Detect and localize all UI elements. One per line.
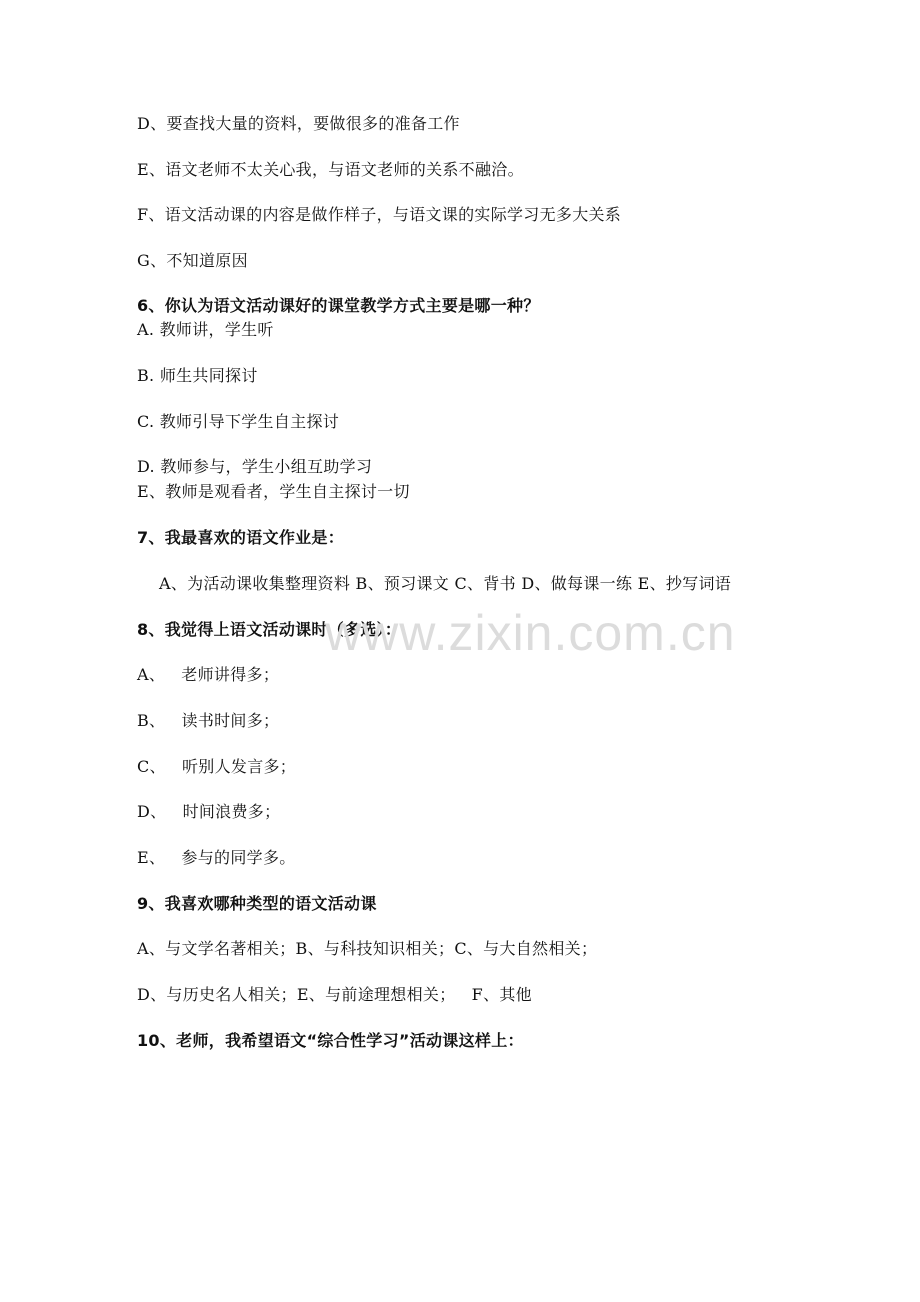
q6-title: 6、你认为语文活动课好的课堂教学方式主要是哪一种？ bbox=[137, 296, 540, 315]
q7-options: A、为活动课收集整理资料 B、预习课文 C、背书 D、做每课一练 E、抄写词语 bbox=[159, 574, 732, 593]
q6-option-a: A. 教师讲，学生听 bbox=[137, 320, 274, 339]
q6-option-e: E、教师是观看者，学生自主探讨一切 bbox=[137, 482, 410, 501]
q8-option-b: B、 读书时间多； bbox=[137, 711, 280, 730]
q6-option-b: B. 师生共同探讨 bbox=[137, 366, 258, 385]
q8-title: 8、我觉得上语文活动课时（多选）： bbox=[137, 620, 402, 639]
q5-option-g: G、不知道原因 bbox=[137, 251, 248, 270]
q6-option-d: D. 教师参与，学生小组互助学习 bbox=[137, 457, 373, 476]
q8-option-c: C、 听别人发言多； bbox=[137, 757, 297, 776]
q10-title: 10、老师，我希望语文“综合性学习”活动课这样上： bbox=[137, 1031, 524, 1050]
q8-option-d: D、 时间浪费多； bbox=[137, 802, 281, 821]
q9-title: 9、我喜欢哪种类型的语文活动课 bbox=[137, 894, 377, 913]
q8-option-e: E、 参与的同学多。 bbox=[137, 848, 296, 867]
q5-option-d: D、要查找大量的资料，要做很多的准备工作 bbox=[137, 114, 460, 133]
q9-options-line1: A、与文学名著相关；B、与科技知识相关；C、与大自然相关； bbox=[137, 939, 598, 958]
q9-options-line2: D、与历史名人相关；E、与前途理想相关； F、其他 bbox=[137, 985, 532, 1004]
q5-option-e: E、语文老师不太关心我，与语文老师的关系不融洽。 bbox=[137, 160, 524, 179]
watermark: www.zixin.com.cn bbox=[325, 605, 736, 661]
q8-option-a: A、 老师讲得多； bbox=[137, 665, 280, 684]
q7-title: 7、我最喜欢的语文作业是： bbox=[137, 528, 345, 547]
q5-option-f: F、语文活动课的内容是做作样子，与语文课的实际学习无多大关系 bbox=[137, 205, 622, 224]
q6-option-c: C. 教师引导下学生自主探讨 bbox=[137, 412, 340, 431]
